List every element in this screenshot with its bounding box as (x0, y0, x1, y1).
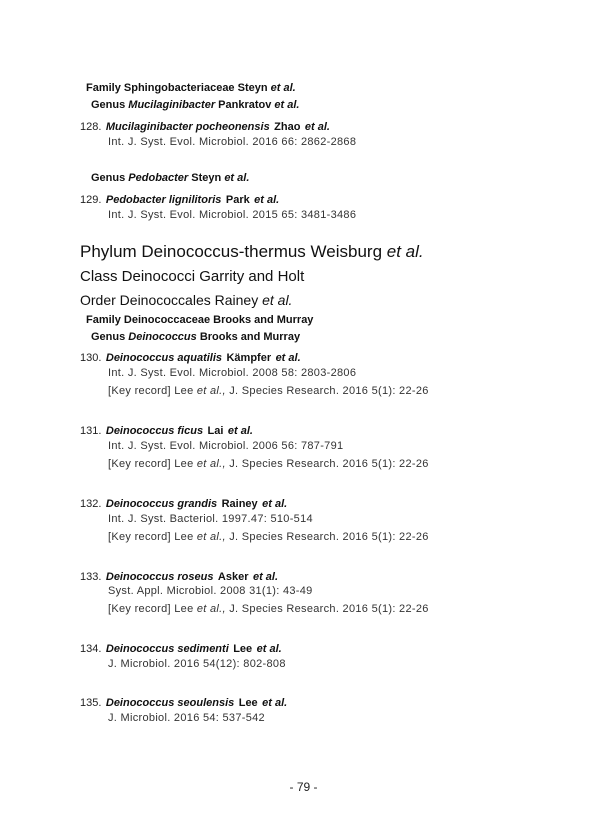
key-record-citation: J. Species Research. 2016 5(1): 22-26 (229, 385, 429, 397)
entry-number: 131. (80, 425, 102, 437)
et-al: et al., (196, 458, 226, 470)
entry-number: 134. (80, 643, 102, 655)
entry-reference: Int. J. Syst. Evol. Microbiol. 2015 65: 3481-3486 (108, 209, 357, 221)
species-author: Lee (238, 697, 258, 709)
entry-134 (80, 639, 282, 657)
et-al: et al., (196, 603, 226, 615)
key-record-label: [Key record] Lee (108, 603, 194, 615)
key-record-label: [Key record] Lee (108, 531, 194, 543)
et-al: et al. (275, 352, 301, 364)
page-number: - 79 - (289, 780, 318, 794)
key-record (108, 603, 429, 615)
key-record-label: [Key record] Lee (108, 458, 194, 470)
et-al: et al. (254, 194, 280, 206)
entry-reference: Int. J. Syst. Bacteriol. 1997.47: 510-514 (108, 513, 313, 525)
entry-reference: Int. J. Syst. Evol. Microbiol. 2006 56: 787-791 (108, 440, 344, 452)
genus-heading (91, 99, 300, 111)
genus-prefix: Genus (91, 172, 126, 184)
entry-number: 135. (80, 697, 102, 709)
entry-number: 132. (80, 498, 102, 510)
order-name: Order Deinococcales Rainey (80, 292, 259, 308)
et-al: et al., (196, 385, 226, 397)
entry-reference: Int. J. Syst. Evol. Microbiol. 2016 66: 2862-2868 (108, 136, 357, 148)
genus-prefix: Genus (91, 331, 126, 343)
et-al: et al. (262, 697, 288, 709)
genus-name: Pedobacter (128, 172, 189, 184)
species-name: Deinococcus seoulensis (105, 697, 235, 709)
species-author: Lee (233, 643, 253, 655)
entry-131 (80, 421, 253, 439)
genus-heading (91, 172, 249, 184)
entry-135 (80, 693, 287, 711)
et-al: et al. (304, 121, 330, 133)
species-name: Pedobacter lignilitoris (105, 194, 222, 206)
family-name: Family Sphingobacteriaceae Steyn (86, 82, 268, 94)
key-record-citation: J. Species Research. 2016 5(1): 22-26 (229, 458, 429, 470)
genus-author: Steyn (191, 172, 222, 184)
et-al: et al. (256, 643, 282, 655)
species-name: Mucilaginibacter pocheonensis (105, 121, 270, 133)
entry-number: 129. (80, 194, 102, 206)
species-author: Asker (217, 571, 249, 583)
entry-reference: J. Microbiol. 2016 54: 537-542 (108, 712, 265, 724)
entry-number: 128. (80, 121, 102, 133)
order-heading (80, 292, 292, 308)
species-author: Lai (207, 425, 224, 437)
et-al: et al. (262, 498, 288, 510)
phylum-name: Phylum Deinococcus-thermus Weisburg (80, 242, 383, 261)
entry-133 (80, 567, 278, 585)
species-name: Deinococcus ficus (105, 425, 204, 437)
et-al: et al., (196, 531, 226, 543)
et-al: et al. (274, 99, 300, 111)
et-al: et al. (224, 172, 250, 184)
genus-name: Deinococcus (128, 331, 197, 343)
genus-name: Mucilaginibacter (128, 99, 216, 111)
species-name: Deinococcus grandis (105, 498, 218, 510)
genus-author: Pankratov (218, 99, 272, 111)
key-record-citation: J. Species Research. 2016 5(1): 22-26 (229, 603, 429, 615)
entry-number: 133. (80, 571, 102, 583)
family-heading (86, 82, 296, 94)
genus-heading (91, 331, 300, 343)
key-record (108, 385, 429, 397)
entry-reference: Syst. Appl. Microbiol. 2008 31(1): 43-49 (108, 585, 313, 597)
key-record (108, 458, 429, 470)
species-author: Park (225, 194, 250, 206)
class-heading: Class Deinococci Garrity and Holt (80, 268, 305, 285)
et-al: et al. (262, 292, 293, 308)
entry-130 (80, 348, 301, 366)
species-author: Kämpfer (226, 352, 272, 364)
species-author: Rainey (221, 498, 258, 510)
genus-prefix: Genus (91, 99, 126, 111)
entry-132 (80, 494, 287, 512)
key-record (108, 531, 429, 543)
entry-number: 130. (80, 352, 102, 364)
et-al: et al. (270, 82, 296, 94)
entry-128 (80, 117, 330, 135)
key-record-citation: J. Species Research. 2016 5(1): 22-26 (229, 531, 429, 543)
et-al: et al. (227, 425, 253, 437)
entry-reference: Int. J. Syst. Evol. Microbiol. 2008 58: 2803-2806 (108, 367, 357, 379)
genus-author: Brooks and Murray (199, 331, 301, 343)
species-name: Deinococcus roseus (105, 571, 214, 583)
phylum-heading (80, 242, 424, 262)
species-name: Deinococcus aquatilis (105, 352, 223, 364)
key-record-label: [Key record] Lee (108, 385, 194, 397)
species-name: Deinococcus sedimenti (105, 643, 229, 655)
et-al: et al. (386, 242, 424, 261)
entry-reference: J. Microbiol. 2016 54(12): 802-808 (108, 658, 286, 670)
et-al: et al. (252, 571, 279, 583)
species-author: Zhao (274, 121, 301, 133)
entry-129 (80, 190, 279, 208)
family-heading: Family Deinococcaceae Brooks and Murray (86, 314, 314, 326)
